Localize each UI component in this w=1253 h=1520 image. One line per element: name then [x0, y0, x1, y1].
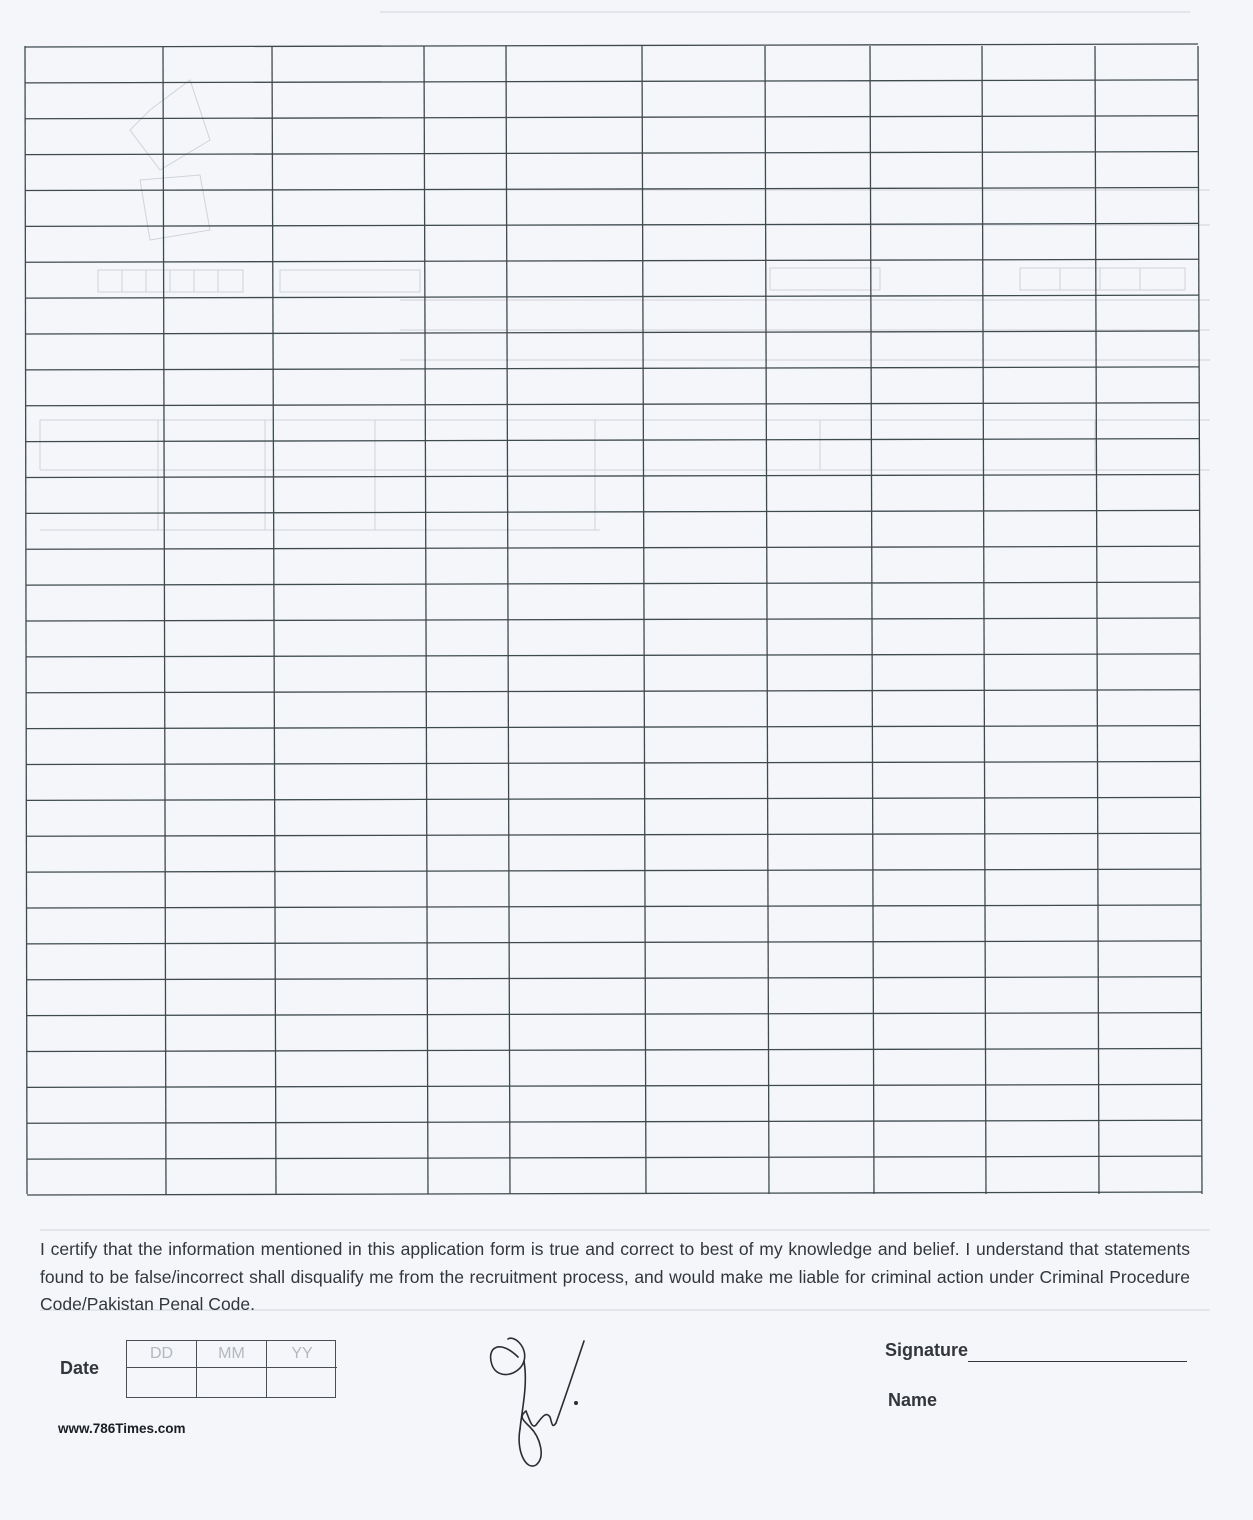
column-divider	[1095, 46, 1099, 1194]
signature-input-line[interactable]	[968, 1361, 1187, 1362]
date-month-placeholder: MM	[197, 1341, 267, 1367]
date-year-input[interactable]	[267, 1367, 337, 1397]
row-divider	[26, 690, 1200, 693]
row-divider	[26, 475, 1200, 478]
row-divider	[26, 367, 1200, 370]
row-divider	[27, 1156, 1202, 1159]
column-divider	[982, 46, 986, 1194]
name-label: Name	[888, 1390, 938, 1410]
row-divider	[27, 1084, 1202, 1087]
row-divider	[26, 510, 1200, 513]
row-divider	[27, 941, 1202, 944]
row-divider	[25, 223, 1198, 226]
table-border	[25, 44, 1198, 47]
row-divider	[26, 726, 1200, 729]
column-divider	[765, 46, 769, 1194]
date-field[interactable]	[126, 1340, 336, 1398]
row-divider	[26, 546, 1200, 549]
row-divider	[25, 116, 1198, 119]
table-border	[1198, 46, 1202, 1194]
row-divider	[26, 833, 1200, 836]
column-divider	[870, 46, 874, 1194]
row-divider	[25, 295, 1198, 298]
date-month-input[interactable]	[197, 1367, 267, 1397]
row-divider	[26, 331, 1200, 334]
date-label: Date	[60, 1358, 100, 1378]
row-divider	[26, 797, 1200, 800]
table-border	[25, 46, 27, 1194]
row-divider	[27, 977, 1202, 980]
row-divider	[25, 188, 1198, 191]
row-divider	[26, 762, 1200, 765]
row-divider	[25, 152, 1198, 155]
row-divider	[26, 869, 1200, 872]
row-divider	[25, 80, 1198, 83]
certification-statement: I certify that the information mentioned in this application form is true and correct to best of my knowledge and belief. I understand that statements found to be false/incorrect shall disqualify me from the recruitment process, and would make me liable for criminal action under Criminal Procedure Code/Pakistan Penal Code.	[40, 1239, 1190, 1314]
date-day-placeholder: DD	[127, 1341, 197, 1367]
row-divider	[27, 1013, 1202, 1016]
handwritten-signature	[480, 1325, 590, 1475]
date-year-placeholder: YY	[291, 1345, 313, 1362]
row-divider	[26, 654, 1200, 657]
website-watermark: www.786Times.com	[58, 1421, 186, 1436]
row-divider	[27, 1120, 1202, 1123]
row-divider	[27, 1049, 1202, 1052]
signature-label: Signature	[885, 1340, 969, 1360]
table-border	[27, 1192, 1202, 1195]
row-divider	[26, 439, 1200, 442]
date-day-input[interactable]	[127, 1367, 197, 1397]
row-divider	[26, 618, 1200, 621]
row-divider	[27, 905, 1202, 908]
row-divider	[25, 259, 1198, 262]
row-divider	[26, 403, 1200, 406]
row-divider	[26, 582, 1200, 585]
